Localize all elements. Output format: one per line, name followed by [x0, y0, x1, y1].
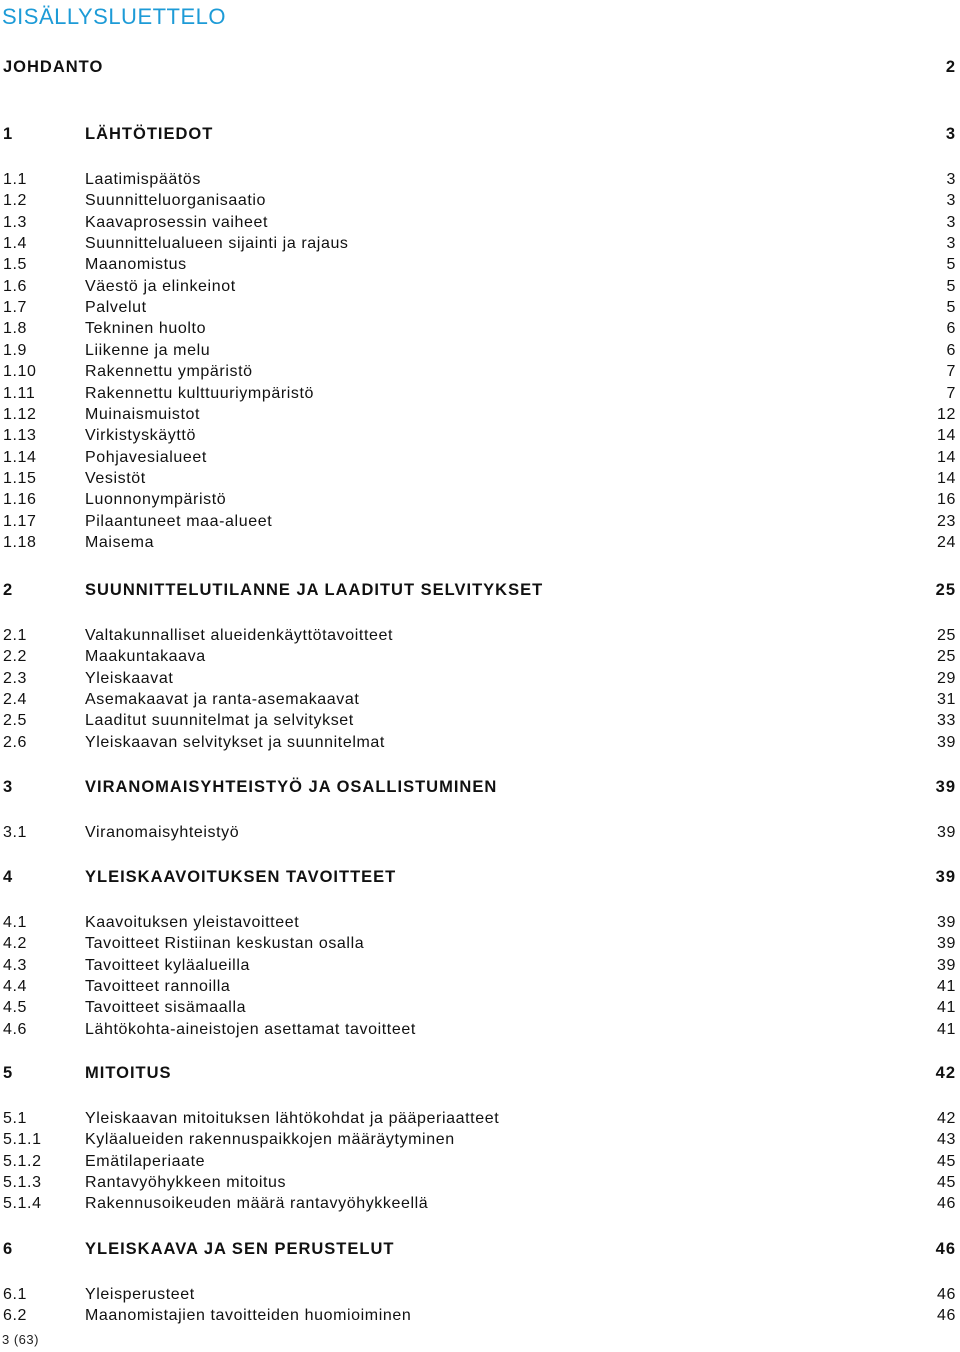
- toc-page: 41: [937, 978, 956, 996]
- toc-number: 2.2: [3, 648, 28, 666]
- toc-page: 12: [937, 405, 956, 423]
- toc-page: 24: [937, 533, 956, 551]
- toc-page: 7: [946, 363, 956, 381]
- toc-number: 6.1: [3, 1286, 28, 1303]
- toc-entry-2-4[interactable]: [0, 689, 960, 711]
- toc-page: 25: [937, 627, 956, 644]
- toc-number: 1.13: [3, 427, 37, 445]
- toc-number: 4.3: [3, 956, 28, 974]
- toc-page: 46: [937, 1307, 956, 1325]
- toc-entry-johdanto[interactable]: [0, 56, 960, 78]
- toc-number: 1.16: [3, 491, 37, 509]
- toc-label: Kyläalueiden rakennuspaikkojen määräytyminen: [85, 1131, 455, 1149]
- toc-label: Tavoitteet rannoilla: [85, 978, 231, 996]
- toc-label: Rantavyöhykkeen mitoitus: [85, 1174, 287, 1192]
- toc-entry-2-3[interactable]: [0, 668, 960, 690]
- toc-section-1[interactable]: [0, 123, 960, 145]
- toc-label: VIRANOMAISYHTEISTYÖ JA OSALLISTUMINEN: [85, 778, 498, 796]
- toc-page: 2: [945, 58, 956, 76]
- toc-entry-4-1[interactable]: [0, 912, 960, 934]
- toc-number: 1.11: [3, 384, 36, 402]
- toc-number: 2: [3, 581, 14, 599]
- toc-number: 1.17: [3, 512, 37, 530]
- toc-page: 39: [935, 868, 956, 886]
- toc-page: 42: [937, 1110, 956, 1127]
- toc-label: Tavoitteet kyläalueilla: [85, 956, 250, 974]
- toc-number: 5.1: [3, 1110, 28, 1127]
- toc-entry-4-3[interactable]: [0, 955, 960, 977]
- toc-page: 39: [937, 824, 956, 841]
- toc-entry-2-2[interactable]: [0, 646, 960, 668]
- toc-label: Tavoitteet sisämaalla: [85, 999, 247, 1017]
- toc-page: 25: [935, 581, 956, 599]
- toc-number: 1.9: [3, 341, 28, 359]
- toc-label: Valtakunnalliset alueidenkäyttötavoitteet: [85, 627, 394, 644]
- toc-label: MITOITUS: [85, 1064, 172, 1082]
- toc-entry-1-15[interactable]: [0, 468, 960, 490]
- toc-page: 23: [937, 512, 956, 530]
- toc-page: 39: [937, 914, 956, 931]
- page-title: SISÄLLYSLUETTELO: [2, 4, 227, 29]
- toc-label: Yleiskaavan selvitykset ja suunnitelmat: [85, 733, 385, 751]
- toc-entry-1-18[interactable]: [0, 532, 960, 554]
- toc-number: 1.12: [3, 405, 37, 423]
- toc-label: Muinaismuistot: [85, 405, 201, 423]
- toc-page: 33: [937, 712, 956, 730]
- toc-label: Asemakaavat ja ranta-asemakaavat: [85, 691, 360, 709]
- toc-entry-2-6[interactable]: [0, 732, 960, 754]
- toc-page: 46: [937, 1286, 956, 1303]
- toc-entry-1-5[interactable]: [0, 254, 960, 276]
- toc-number: 4.5: [3, 999, 28, 1017]
- toc-page: 25: [937, 648, 956, 666]
- toc-page: 29: [937, 669, 956, 687]
- toc-label: Tekninen huolto: [85, 320, 207, 338]
- toc-page: 16: [937, 491, 956, 509]
- toc-entry-1-9[interactable]: [0, 340, 960, 362]
- toc-page: 3: [945, 125, 956, 143]
- toc-entry-1-4[interactable]: [0, 233, 960, 255]
- toc-number: 2.5: [3, 712, 28, 730]
- toc-entry-4-6[interactable]: [0, 1019, 960, 1041]
- toc-number: 5: [3, 1064, 14, 1082]
- toc-entry-2-1[interactable]: [0, 625, 960, 647]
- toc-entry-4-5[interactable]: [0, 997, 960, 1019]
- toc-entry-5-1-1[interactable]: [0, 1129, 960, 1151]
- toc-label: SUUNNITTELUTILANNE JA LAADITUT SELVITYKSET: [85, 581, 544, 599]
- toc-entry-1-13[interactable]: [0, 425, 960, 447]
- toc-label: Vesistöt: [85, 469, 146, 487]
- toc-page: 7: [946, 384, 956, 402]
- toc-page: 14: [937, 427, 956, 445]
- toc-entry-6-1[interactable]: [0, 1284, 960, 1306]
- toc-number: 1.1: [3, 171, 28, 188]
- page-number: 3 (63): [2, 1332, 39, 1347]
- toc-label: Yleiskaavan mitoituksen lähtökohdat ja pääperiaatteet: [85, 1110, 500, 1127]
- toc-number: 1.10: [3, 363, 37, 381]
- toc-entry-1-2[interactable]: [0, 190, 960, 212]
- toc-number: 1.4: [3, 235, 28, 253]
- toc-page: 6: [946, 341, 956, 359]
- toc-entry-1-16[interactable]: [0, 489, 960, 511]
- toc-entry-4-4[interactable]: [0, 976, 960, 998]
- toc-entry-6-2[interactable]: [0, 1305, 960, 1327]
- toc-number: 4.4: [3, 978, 28, 996]
- toc-entry-5-1-4[interactable]: [0, 1193, 960, 1215]
- toc-number: 1.14: [3, 448, 37, 466]
- toc-number: 5.1.2: [3, 1152, 42, 1170]
- toc-page: 39: [937, 956, 956, 974]
- toc-label: Tavoitteet Ristiinan keskustan osalla: [85, 935, 365, 953]
- toc-entry-1-8[interactable]: [0, 318, 960, 340]
- toc-label: Pohjavesialueet: [85, 448, 207, 466]
- toc-page: 14: [937, 469, 956, 487]
- toc-label: Kaavoituksen yleistavoitteet: [85, 914, 300, 931]
- toc-page: 39: [937, 733, 956, 751]
- toc-number: 1.18: [3, 533, 37, 551]
- toc-entry-1-17[interactable]: [0, 511, 960, 533]
- toc-label: Laatimispäätös: [85, 171, 202, 188]
- toc-page: 5: [946, 299, 956, 317]
- toc-number: 3: [3, 778, 14, 796]
- toc-entry-1-10[interactable]: [0, 361, 960, 383]
- toc-entry-1-1[interactable]: [0, 169, 960, 191]
- toc-number: 1.2: [3, 192, 28, 210]
- toc-label: Emätilaperiaate: [85, 1152, 206, 1170]
- toc-number: 1.5: [3, 256, 28, 274]
- toc-label: Rakennettu kulttuuriympäristö: [85, 384, 315, 402]
- toc-page: 46: [935, 1240, 956, 1258]
- toc-number: 2.4: [3, 691, 28, 709]
- toc-label: Pilaantuneet maa-alueet: [85, 512, 273, 530]
- toc-page: 3: [946, 213, 956, 231]
- toc-entry-1-7[interactable]: [0, 297, 960, 319]
- toc-entry-1-14[interactable]: [0, 447, 960, 469]
- toc-label: Maanomistus: [85, 256, 187, 274]
- toc-label: Suunnitteluorganisaatio: [85, 192, 267, 210]
- toc-label: Maakuntakaava: [85, 648, 206, 666]
- toc-page: 6: [946, 320, 956, 338]
- toc-label: Yleiskaavat: [85, 669, 174, 687]
- toc-label: Kaavaprosessin vaiheet: [85, 213, 269, 231]
- toc-page: 41: [937, 999, 956, 1017]
- toc-label: Rakennettu ympäristö: [85, 363, 253, 381]
- toc-page: 41: [937, 1020, 956, 1038]
- toc-label: YLEISKAAVA JA SEN PERUSTELUT: [85, 1240, 395, 1258]
- toc-entry-1-3[interactable]: [0, 212, 960, 234]
- toc-number: 5.1.3: [3, 1174, 42, 1192]
- toc-page: 39: [937, 935, 956, 953]
- toc-entry-1-11[interactable]: [0, 383, 960, 405]
- toc-entry-5-1[interactable]: [0, 1108, 960, 1130]
- toc-entry-1-12[interactable]: [0, 404, 960, 426]
- toc-number: 6: [3, 1240, 14, 1258]
- toc-page: 43: [937, 1131, 956, 1149]
- toc-label: Virkistyskäyttö: [85, 427, 196, 445]
- toc-page: 3: [946, 192, 956, 210]
- toc-number: 1.15: [3, 469, 37, 487]
- toc-page: 3: [946, 235, 956, 253]
- toc-label: Maanomistajien tavoitteiden huomioiminen: [85, 1307, 412, 1325]
- toc-number: 4.1: [3, 914, 28, 931]
- toc-page: 5: [946, 256, 956, 274]
- toc-page: 3: [946, 171, 956, 188]
- toc-number: 3.1: [3, 824, 28, 841]
- toc-entry-5-1-2[interactable]: [0, 1151, 960, 1173]
- toc-page: 46: [937, 1195, 956, 1213]
- toc-number: 4.2: [3, 935, 28, 953]
- toc-number: 2.3: [3, 669, 28, 687]
- toc-number: 4.6: [3, 1020, 28, 1038]
- toc-section-3[interactable]: [0, 776, 960, 798]
- toc-entry-3-1[interactable]: [0, 822, 960, 844]
- toc-page: 45: [937, 1174, 956, 1192]
- toc-label: JOHDANTO: [3, 58, 104, 76]
- toc-label: Liikenne ja melu: [85, 341, 211, 359]
- toc-label: Suunnittelualueen sijainti ja rajaus: [85, 235, 349, 253]
- toc-entry-4-2[interactable]: [0, 933, 960, 955]
- toc-number: 5.1.1: [3, 1131, 42, 1149]
- toc-label: Lähtökohta-aineistojen asettamat tavoitteet: [85, 1020, 416, 1038]
- toc-page: 45: [937, 1152, 956, 1170]
- toc-label: Laaditut suunnitelmat ja selvitykset: [85, 712, 354, 730]
- toc-page: 5: [946, 277, 956, 295]
- toc-number: 1.8: [3, 320, 28, 338]
- toc-label: Yleisperusteet: [85, 1286, 195, 1303]
- toc-label: Maisema: [85, 533, 155, 551]
- toc-number: 1.6: [3, 277, 28, 295]
- toc-number: 6.2: [3, 1307, 28, 1325]
- toc-label: Luonnonympäristö: [85, 491, 227, 509]
- toc-section-5[interactable]: [0, 1062, 960, 1084]
- toc-number: 4: [3, 868, 14, 886]
- toc-page: 39: [935, 778, 956, 796]
- toc-label: Palvelut: [85, 299, 147, 317]
- toc-page: 31: [937, 691, 956, 709]
- toc-section-2[interactable]: [0, 579, 960, 601]
- toc-page: 42: [935, 1064, 956, 1082]
- toc-number: 5.1.4: [3, 1195, 42, 1213]
- toc-label: LÄHTÖTIEDOT: [85, 125, 214, 143]
- toc-number: 1: [3, 125, 14, 143]
- toc-label: Viranomaisyhteistyö: [85, 824, 240, 841]
- toc-section-6[interactable]: [0, 1238, 960, 1260]
- toc-page: 14: [937, 448, 956, 466]
- toc-label: Väestö ja elinkeinot: [85, 277, 236, 295]
- toc-entry-5-1-3[interactable]: [0, 1172, 960, 1194]
- toc-entry-2-5[interactable]: [0, 710, 960, 732]
- toc-label: YLEISKAAVOITUKSEN TAVOITTEET: [85, 868, 397, 886]
- toc-number: 2.6: [3, 733, 28, 751]
- toc-number: 1.7: [3, 299, 28, 317]
- toc-number: 2.1: [3, 627, 28, 644]
- toc-label: Rakennusoikeuden määrä rantavyöhykkeellä: [85, 1195, 429, 1213]
- toc-section-4[interactable]: [0, 866, 960, 888]
- toc-number: 1.3: [3, 213, 28, 231]
- toc-entry-1-6[interactable]: [0, 276, 960, 298]
